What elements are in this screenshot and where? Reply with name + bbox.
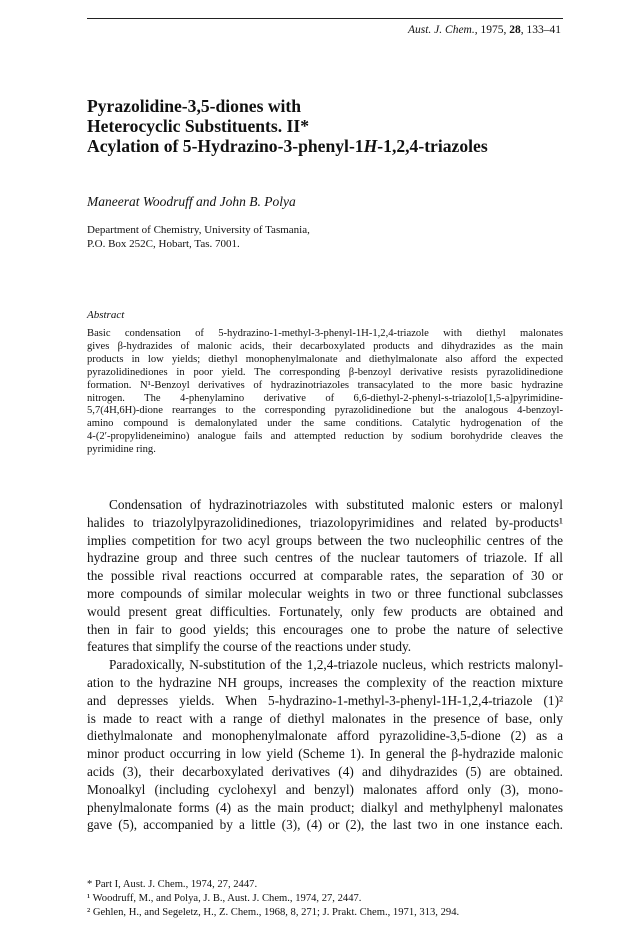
journal-citation [408,24,561,36]
body-line: diethylmalonate and monophenylmalonate afford pyrazolidine-3,5-dione (2) as a [87,728,563,744]
footnote-reference-2: ² Gehlen, H., and Segeletz, H., Z. Chem., 1968, 8, 271; J. Prakt. Chem., 1971, 313, 294. [87,907,460,919]
journal-pages: , 133–41 [520,24,561,36]
body-line: ation to the hydrazine NH groups, increases the complexity of the reaction mixture [87,674,563,690]
abstract-line: pyrimidine ring. [87,444,156,456]
body-line: halides to triazolylpyrazolidinediones, triazolopyrimidines and related by-products¹ [87,514,563,530]
affiliation [87,223,310,251]
footnote-part-one: * Part I, Aust. J. Chem., 1974, 27, 2447. [87,879,258,890]
body-line: Paradoxically, N-substitution of the 1,2,4-triazole nucleus, which restricts malonyl- [109,657,563,673]
title-line-1: Pyrazolidine-3,5-diones with [87,96,302,116]
abstract-text [87,328,563,457]
affiliation-line-2: P.O. Box 252C, Hobart, Tas. 7001. [87,238,240,250]
body-line: and depresses yields. When 5-hydrazino-1-methyl-3-phenyl-1H-1,2,4-triazole (1)² [87,692,563,708]
authors: Maneerat Woodruff and John B. Polya [87,194,296,209]
abstract-line: pyrazolidinediones in poor yield. The corresponding β-benzoyl derivative resists pyrazolidinedione [87,366,563,378]
body-line: phenylmalonate forms (4) as the main product; dialkyl and methylphenyl malonates [87,799,563,815]
body-line: minor product occurring in low yield (Scheme 1). In general the β-hydrazide malonic [87,746,563,762]
journal-name: Aust. J. Chem. [407,24,475,36]
title-line-2: Heterocyclic Substituents. II* [87,116,310,136]
abstract-line: gives β-hydrazides of malonic acids, their decarboxylated products and dihydrazides as the main [87,340,563,352]
body-line: is made to react with a range of diethyl malonates in the presence of base, only [87,710,563,726]
body-line: acids (3), their decarboxylated derivatives (4) and dihydrazides (5) are obtained. [87,763,563,779]
abstract-line: products in low yields; diethyl monophenylmalonate and diethylmalonate also afford the expected [87,353,563,365]
body-line: hydrazine group and three such centres of the nuclear tautomers of triazole. If all [87,550,563,566]
abstract-line: formation. N¹-Benzoyl derivatives of hydrazinotriazoles transacylated to the more basic hydrazine [87,379,563,391]
body-line: more compounds of similar molecular weights in two or three functional subclasses [87,585,563,601]
title-line-3: Acylation of 5-Hydrazino-3-phenyl-1H-1,2,4-triazoles [87,136,488,156]
article-title [87,96,567,156]
abstract-line: Basic condensation of 5-hydrazino-1-methyl-3-phenyl-1H-1,2,4-triazole with diethyl malonates [87,328,563,339]
abstract-line: amino compound is demalonylated under the same conditions. Catalytic hydrogenation of the [87,418,563,430]
abstract-line: 4-(2′-propylideneimino) analogue fails and attempted reduction by sodium borohydride cleaves the [87,431,563,443]
body-line: implies competition for two acyl groups between the two nucleophilic centres of the [87,532,563,548]
abstract-line: nitrogen. The 4-phenylamino derivative of 6,6-diethyl-2-phenyl-s-triazolo[1,5-a]pyrimidine- [87,392,563,404]
footnote-reference-1: ¹ Woodruff, M., and Polya, J. B., Aust. J. Chem., 1974, 27, 2447. [87,893,362,905]
abstract-line: 5,7(4H,6H)-dione rearranges to the corresponding pyrazolidinedione but the analogous 4-benzoyl- [87,405,563,417]
body-line: would present great difficulties. Fortunately, only few products are obtained and [87,603,563,619]
journal-volume: 28 [509,24,521,36]
body-line: then in fair to good yields; this encourages one to probe the nature of selective [87,621,563,637]
footnotes [87,878,459,921]
header-rule [87,18,563,19]
affiliation-line-1: Department of Chemistry, University of Tasmania, [87,224,310,236]
body-text [87,496,563,834]
body-line: gave (5), accompanied by a little (3), (4) or (2), the last two in one instance each. [87,817,563,833]
body-line: the possible rival reactions occurred at comparable rates, the separation of 30 or [87,568,563,584]
journal-year: , 1975, [474,24,510,36]
body-line: features that simplify the course of the reactions under study. [87,639,412,655]
body-line: Condensation of hydrazinotriazoles with substituted malonic esters or malonyl [109,497,563,512]
body-line: Monoalkyl (including cyclohexyl and benzyl) malonates afford only (3), mono- [87,781,563,797]
abstract-heading: Abstract [87,309,125,321]
